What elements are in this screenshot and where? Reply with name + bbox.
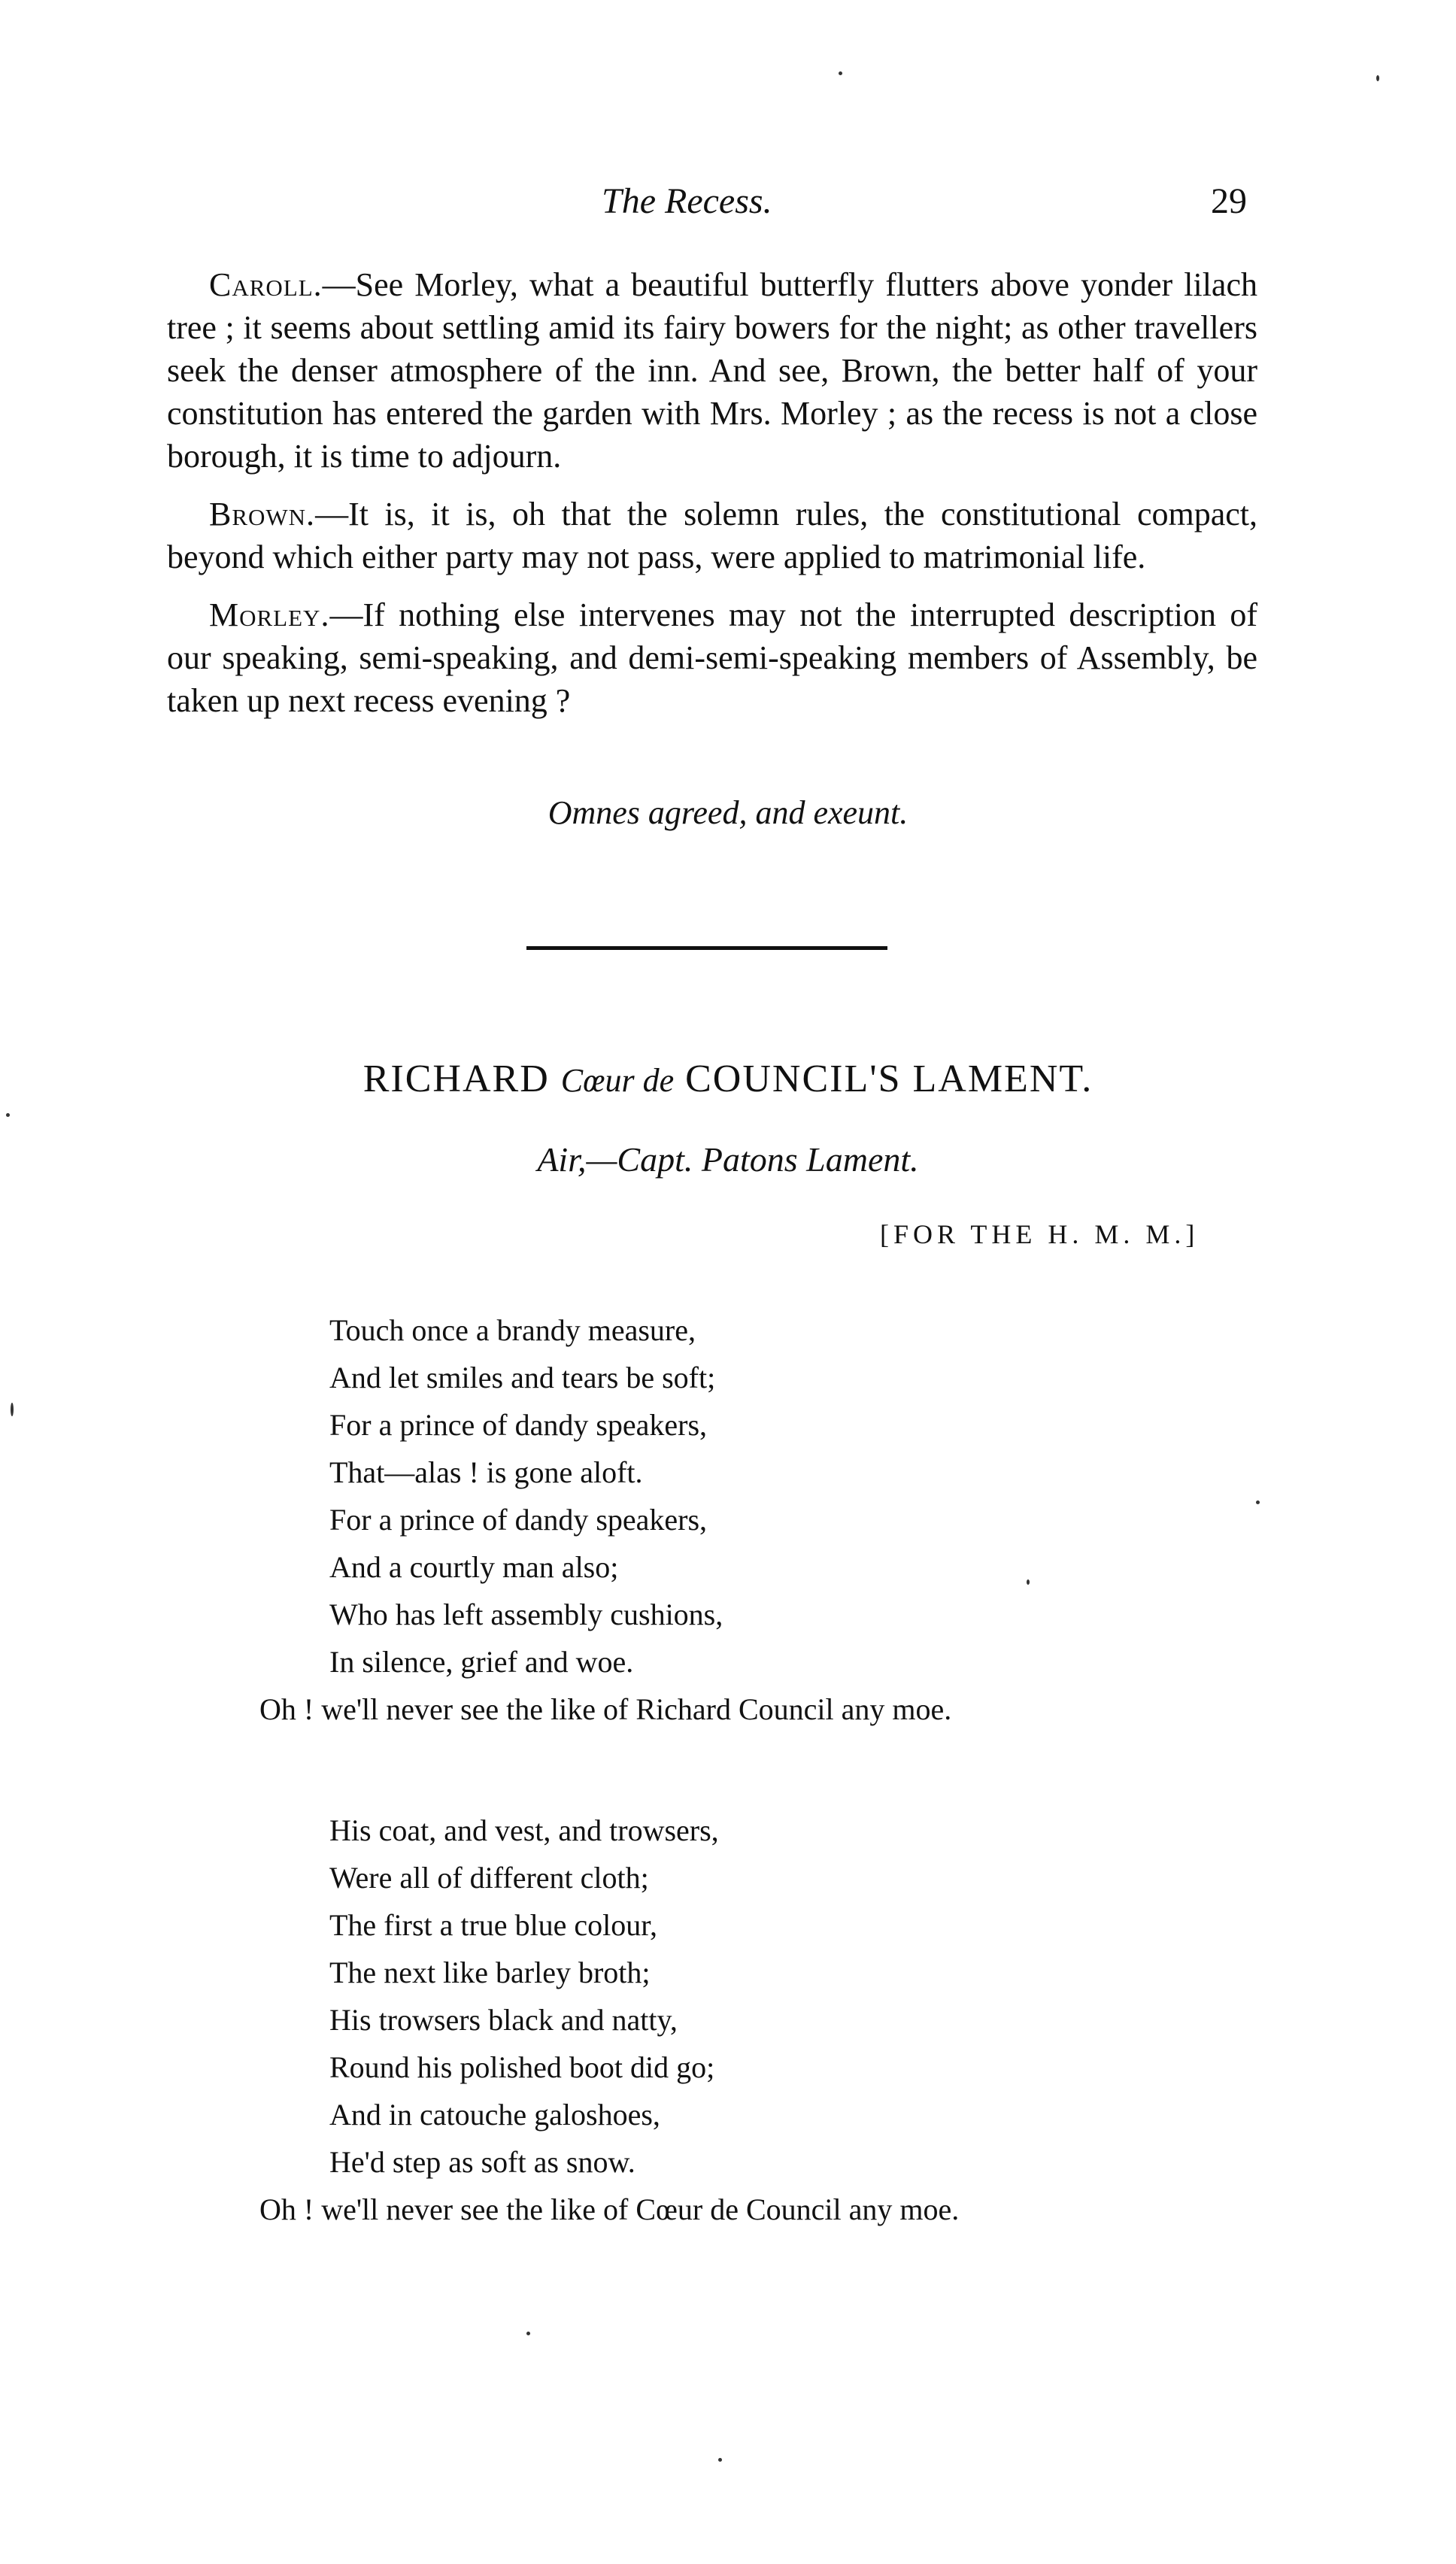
stage-direction: Omnes agreed, and exeunt. [548,794,908,831]
print-speck [6,1113,10,1117]
verse-line: And a courtly man also; [329,1550,619,1584]
verse-line: The first a true blue colour, [329,1908,658,1942]
running-head [0,181,1456,233]
speech-text: —See Morley, what a beautiful butterfly flutters above yonder lilach tree ; it seems about settling amid its fairy bowers for the night; as other travellers seek the denser atmosphere of the inn. And see, Brown, the better half of your constitution has entered the garden with Mrs. Morley ; as the recess is not a close borough, it is time to adjourn. [167,266,1257,475]
print-speck [526,2332,530,2335]
dialogue-paragraph-morley [167,593,1257,722]
refrain-line: Oh ! we'll never see the like of Richard Council any moe. [259,1692,952,1726]
dialogue-paragraph-caroll [167,263,1257,478]
print-speck [1027,1579,1030,1585]
song-title-mid: Cœur de [560,1062,675,1099]
speech-text: —It is, it is, oh that the solemn rules, the constitutional compact, beyond which either party may not pass, were applied to matrimonial life. [167,496,1257,575]
section-divider [526,946,887,950]
verse-line: In silence, grief and woe. [329,1645,634,1679]
speech-text: —If nothing else intervenes may not the interrupted description of our speaking, semi-speaking, and demi-semi-speaking members of Assembly, be taken up next recess evening ? [167,596,1257,719]
verse-line: Round his polished boot did go; [329,2050,715,2084]
verse-line: For a prince of dandy speakers, [329,1408,708,1442]
print-speck [718,2458,722,2462]
verse-line: His coat, and vest, and trowsers, [329,1813,719,1847]
verse-line: Touch once a brandy measure, [329,1313,696,1347]
speaker-name: Morley. [209,596,330,633]
verse-line: Who has left assembly cushions, [329,1598,723,1631]
verse-line: Were all of different cloth; [329,1861,649,1895]
print-speck [1256,1500,1260,1504]
verse-line: The next like barley broth; [329,1956,651,1989]
speaker-name: Caroll. [209,266,323,303]
verse-line: And let smiles and tears be soft; [329,1361,716,1394]
verse-line: For a prince of dandy speakers, [329,1503,708,1537]
dialogue-paragraph-brown [167,493,1257,578]
verse-line: That—alas ! is gone aloft. [329,1455,643,1489]
song-title-start: RICHARD [362,1057,550,1100]
print-speck [1376,75,1379,81]
page-number: 29 [1211,181,1247,221]
verse-line: He'd step as soft as snow. [329,2145,635,2179]
song-attribution: [FOR THE H. M. M.] [880,1219,1200,1249]
speaker-name: Brown. [209,496,316,533]
song-title-end: COUNCIL'S LAMENT. [685,1057,1094,1100]
print-speck [11,1403,14,1416]
verse-line: And in catouche galoshoes, [329,2098,660,2132]
dialogue-block [167,263,1257,737]
running-title: The Recess. [602,181,772,221]
song-air: Air,—Capt. Patons Lament. [537,1140,919,1179]
refrain-line: Oh ! we'll never see the like of Cœur de Council any moe. [259,2192,960,2226]
verse-line: His trowsers black and natty, [329,2003,678,2037]
song-title [0,1057,1456,1101]
print-speck [839,71,842,75]
